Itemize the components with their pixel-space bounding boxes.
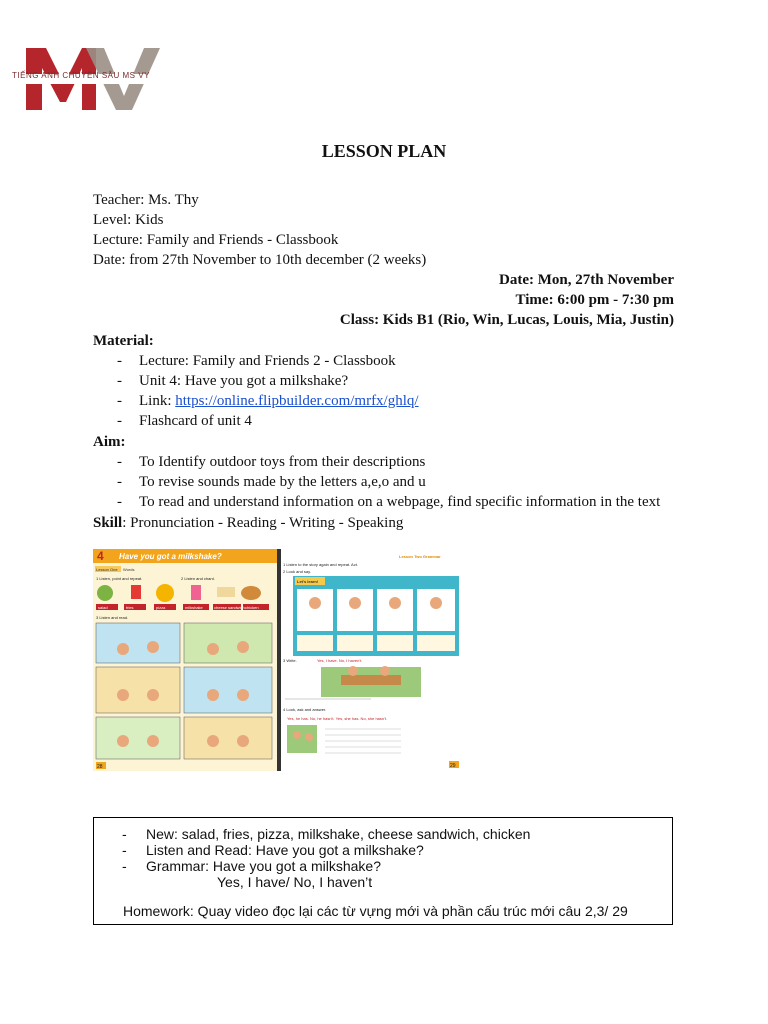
link-prefix: Link: — [139, 393, 176, 409]
lets-learn-label: Let's learn! — [297, 579, 319, 584]
left-page-title: Have you got a milkshake? — [119, 552, 222, 561]
bullet-dash: - — [117, 353, 122, 369]
left-task-1: 1 Listen, point and repeat. — [96, 576, 143, 581]
summary-new: New: salad, fries, pizza, milkshake, cheese sandwich, chicken — [146, 826, 531, 842]
book-page-right-art — [281, 549, 461, 771]
story-panels — [96, 623, 272, 759]
level-line: Level: Kids — [93, 212, 164, 228]
session-class: Class: Kids B1 (Rio, Win, Lucas, Louis, Mia, Justin) — [339, 312, 674, 328]
bullet-dash: - — [117, 474, 122, 490]
bullet-dash: - — [122, 858, 127, 874]
vocab-label: salad — [98, 605, 108, 610]
summary-grammar: Grammar: Have you got a milkshake? — [146, 858, 381, 874]
bullet-dash: - — [117, 494, 122, 510]
left-page-number: 28 — [97, 764, 103, 770]
flipbuilder-link[interactable]: https://online.flipbuilder.com/mrfx/ghlq/ — [175, 393, 419, 409]
vocab-label: cheese sandwich — [214, 605, 245, 610]
vocab-label: fries — [126, 605, 134, 610]
skill-label: Skill — [93, 515, 123, 531]
answer-options: Yes, he has. No, he hasn't. Yes, she has. No, she hasn't. — [287, 716, 388, 721]
unit-number: 4 — [97, 549, 104, 563]
right-task-3: 3 Write. — [283, 658, 297, 663]
date-range-line: Date: from 27th November to 10th december (2 weeks) — [93, 252, 427, 268]
left-task-2: 2 Listen and chant. — [181, 576, 215, 581]
right-task-2: 2 Look and say. — [283, 569, 311, 574]
material-link-row — [139, 391, 419, 411]
bullet-dash: - — [117, 454, 122, 470]
material-item-text: Flashcard of unit 4 — [139, 413, 252, 429]
page-title: LESSON PLAN — [321, 141, 447, 161]
write-options: Yes, I have. No, I haven't. — [317, 658, 363, 663]
summary-homework: Homework: Quay video đọc lại các từ vựng mới và phần cấu trúc mới câu 2,3/ 29 — [123, 903, 628, 919]
lesson-one-label: Lesson One — [96, 567, 118, 572]
bullet-dash: - — [122, 826, 127, 842]
right-page-header: Lesson Two Grammar — [399, 554, 441, 559]
summary-grammar-answer: Yes, I have/ No, I haven’t — [217, 874, 373, 890]
material-item-text: Unit 4: Have you got a milkshake? — [139, 373, 349, 389]
book-page-right — [281, 549, 461, 771]
vocab-pictures — [97, 584, 261, 602]
vocab-label: milkshake — [185, 605, 203, 610]
book-page-left — [93, 549, 277, 771]
skill-line — [93, 513, 403, 533]
bullet-dash: - — [117, 393, 122, 409]
summary-listen-read: Listen and Read: Have you got a milkshake? — [146, 842, 424, 858]
bullet-dash: - — [117, 413, 122, 429]
vocab-label: pizza — [156, 605, 166, 610]
left-task-3: 3 Listen and read. — [96, 615, 129, 620]
session-date: Date: Mon, 27th November — [499, 272, 674, 288]
book-page-left-art — [93, 549, 277, 771]
bullet-dash: - — [117, 373, 122, 389]
logo — [10, 40, 170, 116]
right-page-number: 29 — [450, 763, 456, 769]
teacher-line: Teacher: Ms. Thy — [93, 192, 199, 208]
vocab-label: chicken — [245, 605, 259, 610]
aim-item-text: To read and understand information on a webpage, find specific information in the text — [139, 494, 661, 510]
logo-tagline: TIẾNG ANH CHUYÊN SÂU MS VY — [12, 71, 150, 80]
summary-box — [93, 817, 673, 925]
words-label: Words — [123, 567, 135, 572]
aim-item-text: To Identify outdoor toys from their descriptions — [139, 454, 426, 470]
material-item-text: Lecture: Family and Friends 2 - Classbook — [139, 353, 396, 369]
lecture-line: Lecture: Family and Friends - Classbook — [93, 232, 339, 248]
session-time: Time: 6:00 pm - 7:30 pm — [515, 292, 674, 308]
aim-heading: Aim: — [93, 434, 126, 450]
skill-text: : Pronunciation - Reading - Writing - Speaking — [122, 515, 404, 531]
right-task-1: 1 Listen to the story again and repeat. Act. — [283, 562, 358, 567]
aim-item-text: To revise sounds made by the letters a,e,o and u — [139, 474, 426, 490]
material-heading: Material: — [93, 333, 154, 349]
bullet-dash: - — [122, 842, 127, 858]
right-task-4: 4 Look, ask and answer. — [283, 707, 327, 712]
